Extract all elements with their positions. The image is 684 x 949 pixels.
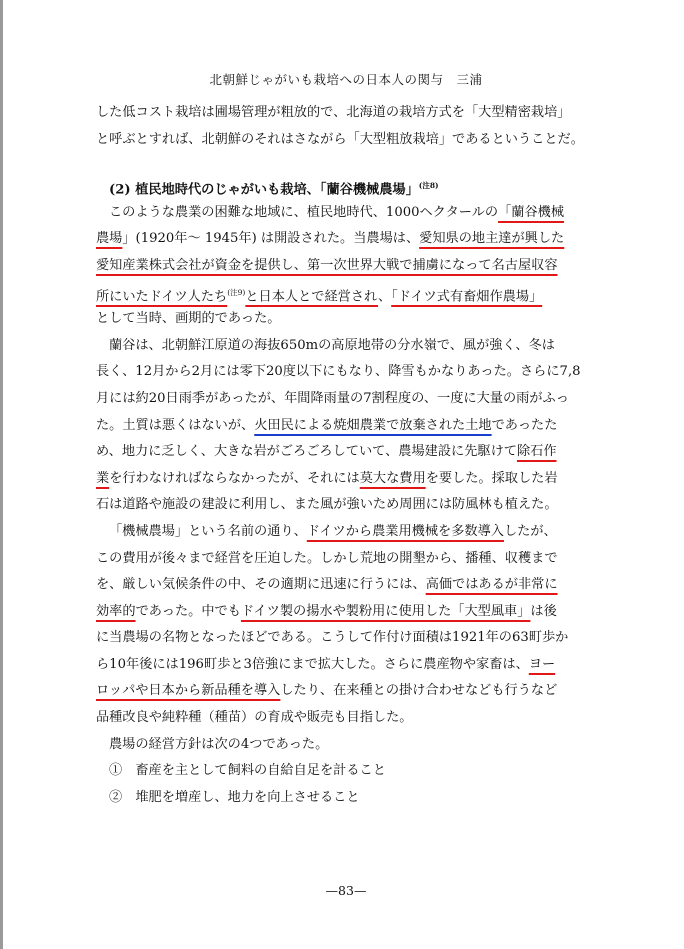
- highlight-red: 高価ではあるが非常に: [425, 577, 558, 593]
- text-span: は後: [530, 603, 557, 619]
- text-line: [96, 226, 596, 253]
- text-line: 月には約20日雨季があったが、年間降雨量の7割程度の、一度に大量の雨がふっ: [96, 390, 569, 406]
- highlight-red: ドイツから農業用機械を多数導入: [306, 523, 504, 539]
- text-line: [96, 572, 596, 599]
- highlight-red: 農場: [96, 231, 123, 247]
- text-line: [96, 519, 596, 546]
- text-span: を要した。採取した岩: [425, 470, 558, 486]
- highlight-red: と日本人とで経営され: [245, 288, 379, 304]
- text-span: を行わなければならなかったが、それには: [109, 470, 360, 486]
- text-line: として当時、画期的であった。: [96, 311, 281, 327]
- document-page: [96, 0, 596, 949]
- text-span: このような農業の困難な地域に、植民地時代、1000ヘクタールの: [109, 204, 499, 220]
- running-header: 北朝鮮じゃがいも栽培への日本人の関与 三浦: [209, 72, 483, 87]
- text-span: を、厳しい気候条件の中、その適期に迅速に行うには、: [96, 577, 426, 593]
- text-span: め、地力に乏しく、大きな岩がごろごろしていて、農場建設に先駆けて: [96, 444, 517, 460]
- list-item: ① 畜産を主として飼料の自給自足を計ること: [109, 763, 386, 779]
- highlight-red: ドイツ製の揚水や製粉用に使用した「大型風車」: [240, 603, 531, 619]
- text-span: したが、: [503, 523, 557, 539]
- text-span: 」(1920年〜 1945年) は開設された。当農場は、: [122, 231, 420, 247]
- text-line: [96, 466, 596, 493]
- text-line: [96, 439, 596, 466]
- highlight-red: 効率的: [96, 603, 136, 619]
- text-span: であったた: [491, 417, 558, 433]
- text-span: 「機械農場」という名前の通り、: [109, 523, 307, 539]
- highlight-red: 「ドイツ式有畜畑作農場」: [391, 288, 543, 304]
- text-line: [96, 678, 596, 705]
- text-line: 長く、12月から2月には零下20度以下にもなり、降雪もかなりあった。さらに7,8: [96, 364, 581, 380]
- text-line: [96, 253, 596, 280]
- text-span: 、: [378, 288, 392, 304]
- text-line: 農場の経営方針は次の4つであった。: [109, 736, 329, 752]
- highlight-red: 愛知県の地主達が興した: [419, 231, 565, 247]
- list-item: ② 堆肥を増産し、地力を向上させること: [109, 789, 360, 805]
- text-span: ら10年後には196町歩と3倍強にまで拡大した。さらに農産物や家畜は、: [96, 656, 529, 672]
- text-span: であった。中でも: [135, 603, 241, 619]
- text-line: [96, 200, 596, 227]
- text-line: この費用が後々まで経営を圧迫した。しかし荒地の開墾から、播種、収穫まで: [96, 550, 558, 566]
- text-line: [96, 599, 596, 626]
- text-line: [96, 652, 596, 679]
- text-span: た。土質は悪くはないが、: [96, 417, 255, 433]
- highlight-red: 除石作: [516, 444, 557, 460]
- text-span: したり、在来種との掛け合わせなども行うなど: [280, 683, 558, 699]
- highlight-red: ヨー: [528, 656, 556, 672]
- highlight-red: ロッパや日本から新品種を導入: [96, 683, 281, 699]
- highlight-red: 愛知産業株式会社が資金を提供し、第一次世界大戦で捕虜になって名古屋収容: [96, 257, 558, 273]
- text-line: [96, 413, 596, 440]
- text-line: [96, 280, 596, 307]
- section-heading: [96, 173, 596, 200]
- text-line: 品種改良や純粋種（種苗）の育成や販売も目指した。: [96, 710, 413, 726]
- text-line: に当農場の名物となったほどである。こうして作付け面積は1921年の63町歩か: [96, 630, 569, 646]
- page-left-border: [0, 0, 3, 949]
- text-line: 蘭谷は、北朝鮮江原道の海抜650mの高原地帯の分水嶺で、風が強く、冬は: [109, 337, 555, 353]
- body-text: [96, 100, 596, 811]
- text-line: 石は道路や施設の建設に利用し、また風が強いため周囲には防風林も植えた。: [96, 497, 558, 513]
- highlight-blue: 火田民による焼畑農業で放棄された土地: [254, 417, 492, 433]
- text-line: と呼ぶとすれば、北朝鮮のそれはさながら「大型粗放栽培」であるということだ。: [96, 131, 584, 147]
- highlight-red: 所にいたドイツ人たち: [96, 288, 228, 304]
- highlight-red: 莫大な費用: [359, 470, 426, 486]
- footnote-ref: (注8): [418, 181, 439, 191]
- footnote-ref: (注9): [227, 287, 246, 297]
- text-line: した低コスト栽培は圃場管理が粗放的で、北海道の栽培方式を「大型精密栽培」: [96, 105, 571, 120]
- page-number: —83—: [325, 883, 367, 898]
- highlight-red: 「蘭谷機械: [498, 204, 565, 220]
- highlight-red: 業: [96, 470, 110, 486]
- section-heading-text: (2) 植民地時代のじゃがいも栽培、「蘭谷機械農場」: [109, 182, 419, 198]
